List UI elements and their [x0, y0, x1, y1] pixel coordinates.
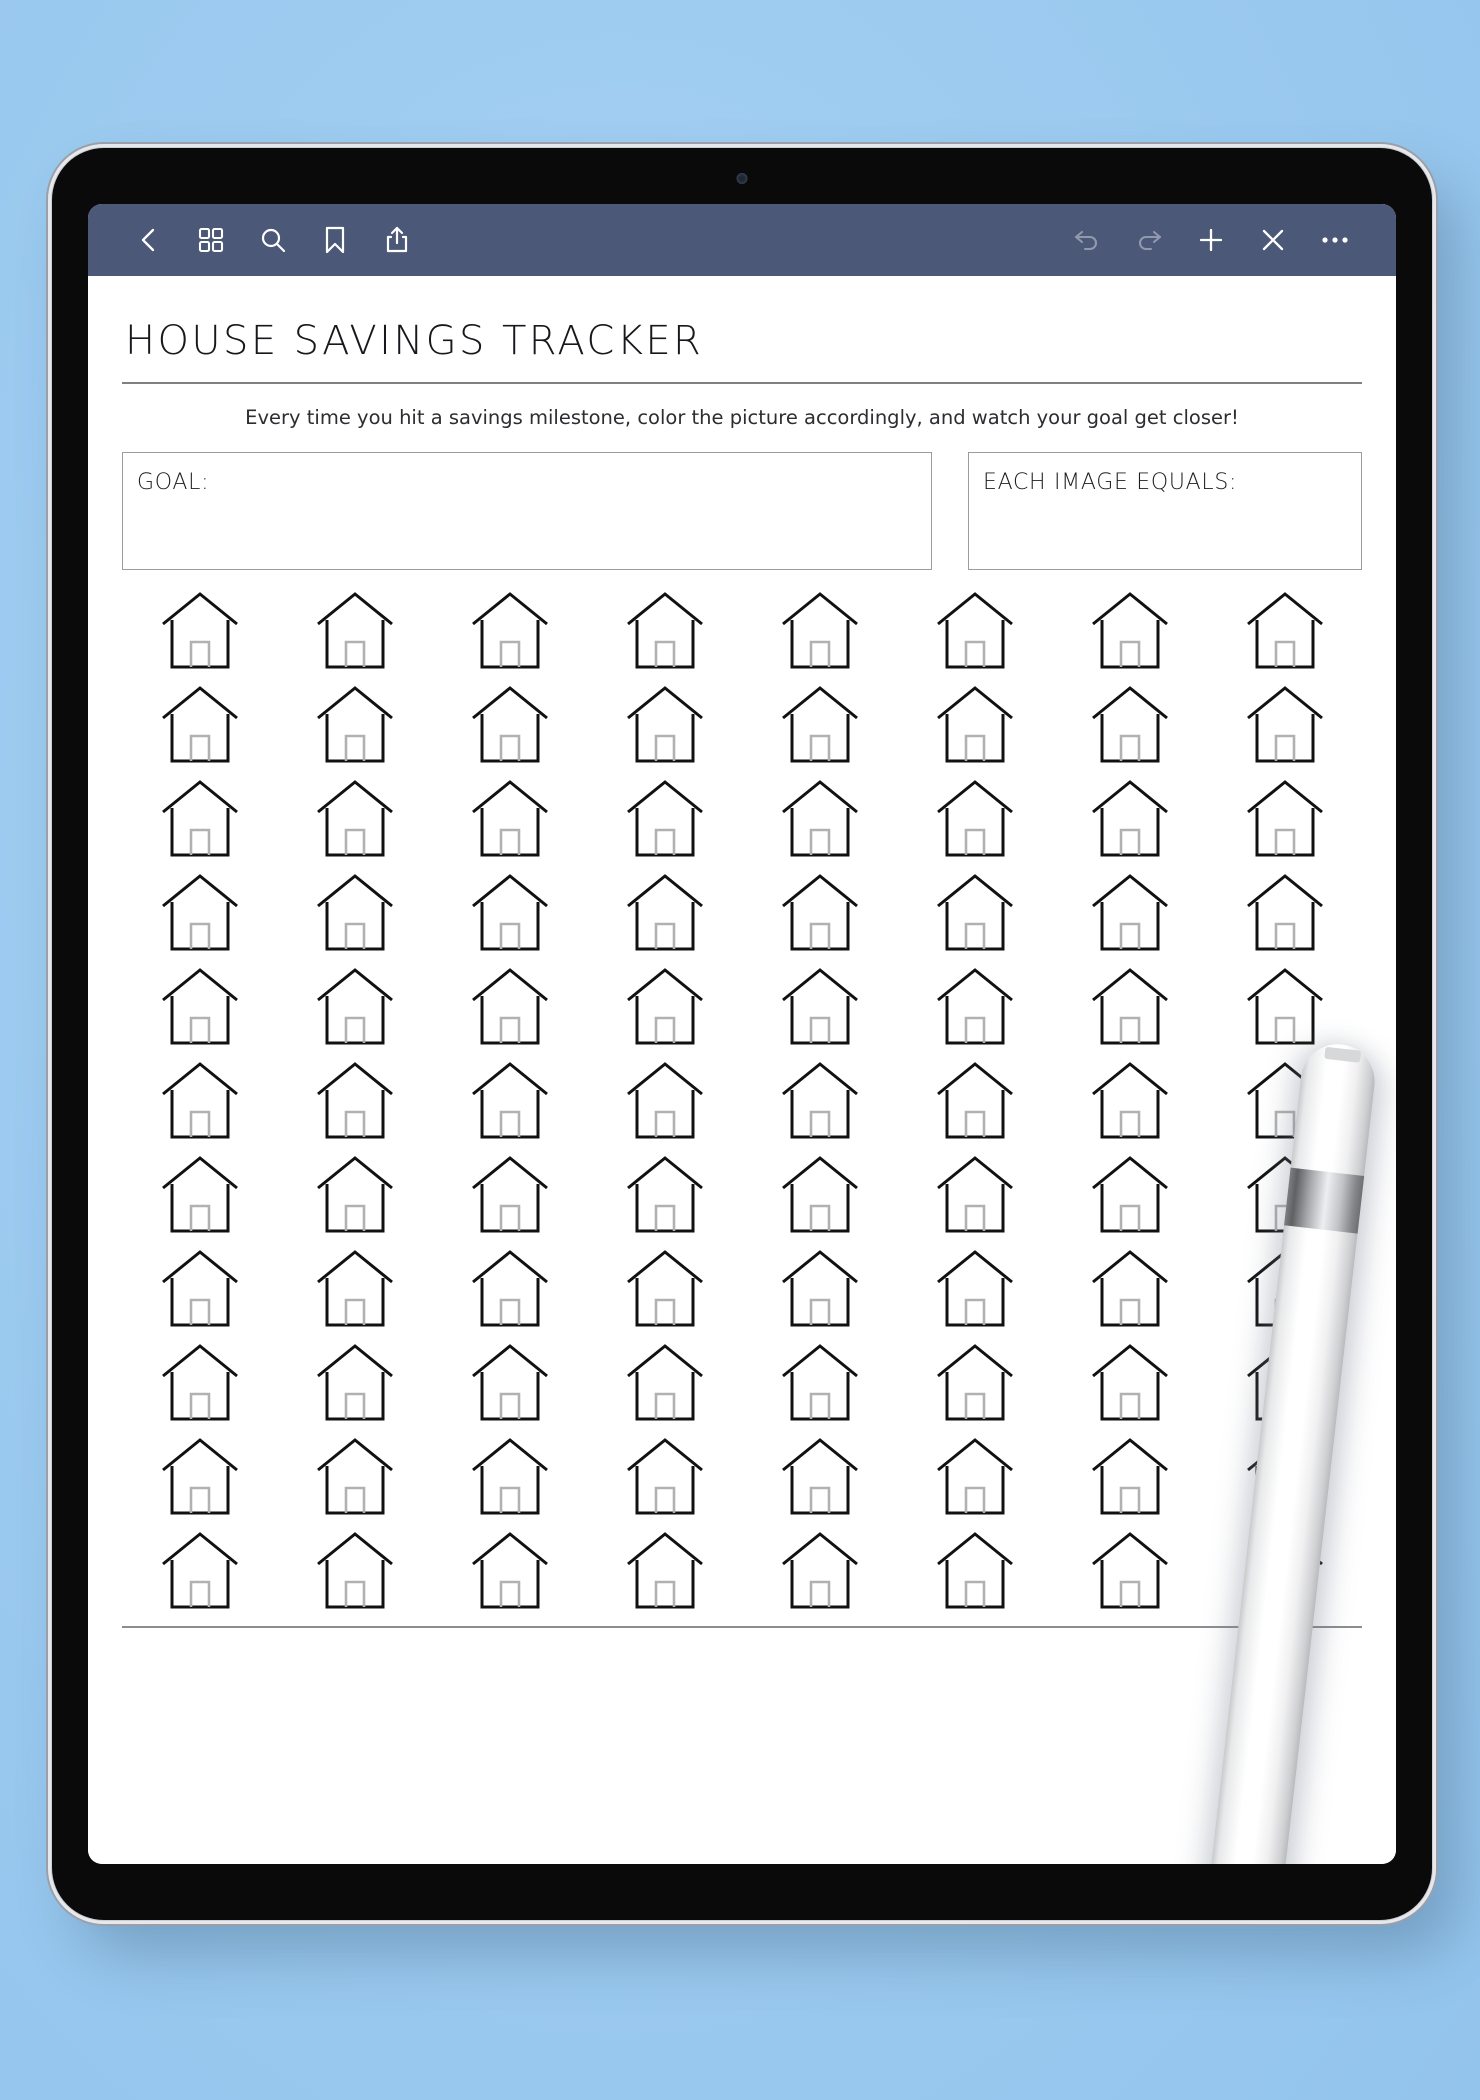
house-tracker-item[interactable] — [122, 1524, 277, 1616]
house-tracker-item[interactable] — [742, 1054, 897, 1146]
house-tracker-item[interactable] — [1207, 678, 1362, 770]
house-tracker-item[interactable] — [1052, 772, 1207, 864]
undo-button[interactable] — [1056, 212, 1118, 268]
house-tracker-item[interactable] — [1052, 1524, 1207, 1616]
house-tracker-item[interactable] — [277, 866, 432, 958]
house-tracker-item[interactable] — [1207, 1430, 1362, 1522]
house-icon — [615, 1054, 715, 1146]
house-tracker-item[interactable] — [587, 772, 742, 864]
house-icon — [925, 1242, 1025, 1334]
house-tracker-item[interactable] — [122, 678, 277, 770]
house-tracker-item[interactable] — [587, 678, 742, 770]
house-icon — [770, 1054, 870, 1146]
house-tracker-item[interactable] — [122, 1054, 277, 1146]
house-tracker-item[interactable] — [897, 1148, 1052, 1240]
house-tracker-item[interactable] — [122, 960, 277, 1052]
house-tracker-item[interactable] — [742, 772, 897, 864]
house-tracker-item[interactable] — [742, 1242, 897, 1334]
house-tracker-item[interactable] — [897, 1242, 1052, 1334]
house-icon — [460, 1242, 560, 1334]
house-tracker-item[interactable] — [742, 1336, 897, 1428]
house-tracker-item[interactable] — [122, 1148, 277, 1240]
house-icon — [305, 1524, 405, 1616]
house-tracker-item[interactable] — [122, 866, 277, 958]
house-icon — [1235, 772, 1335, 864]
house-icon — [1080, 584, 1180, 676]
house-icon — [150, 1242, 250, 1334]
house-icon — [150, 960, 250, 1052]
house-tracker-item[interactable] — [587, 1430, 742, 1522]
app-toolbar — [88, 204, 1396, 276]
house-tracker-item[interactable] — [1207, 1242, 1362, 1334]
house-icon — [460, 1336, 560, 1428]
house-tracker-item[interactable] — [277, 960, 432, 1052]
house-icon — [150, 866, 250, 958]
house-tracker-item[interactable] — [277, 678, 432, 770]
house-tracker-item[interactable] — [432, 772, 587, 864]
house-icon — [1080, 1242, 1180, 1334]
house-icon — [305, 1336, 405, 1428]
house-icon — [615, 1242, 715, 1334]
house-tracker-item[interactable] — [432, 584, 587, 676]
house-tracker-item[interactable] — [122, 1430, 277, 1522]
house-tracker-item[interactable] — [1207, 866, 1362, 958]
house-tracker-item[interactable] — [587, 1148, 742, 1240]
house-tracker-item[interactable] — [587, 1524, 742, 1616]
house-icon — [1235, 678, 1335, 770]
bookmark-button[interactable] — [304, 212, 366, 268]
house-tracker-item[interactable] — [1207, 1054, 1362, 1146]
house-icon — [1235, 1524, 1335, 1616]
house-tracker-item[interactable] — [742, 678, 897, 770]
house-tracker-grid — [122, 584, 1362, 1616]
house-icon — [305, 772, 405, 864]
house-tracker-item[interactable] — [742, 866, 897, 958]
search-icon — [259, 226, 287, 254]
add-button[interactable] — [1180, 212, 1242, 268]
redo-button[interactable] — [1118, 212, 1180, 268]
house-icon — [925, 1524, 1025, 1616]
house-icon — [150, 584, 250, 676]
house-icon — [460, 1148, 560, 1240]
house-icon — [1235, 1054, 1335, 1146]
house-tracker-item[interactable] — [432, 1336, 587, 1428]
house-tracker-item[interactable] — [897, 678, 1052, 770]
house-tracker-item[interactable] — [897, 1430, 1052, 1522]
each-image-equals-label: EACH IMAGE EQUALS: — [983, 470, 1238, 495]
house-icon — [150, 1336, 250, 1428]
house-icon — [1080, 1430, 1180, 1522]
house-tracker-item[interactable] — [897, 584, 1052, 676]
house-icon — [925, 866, 1025, 958]
house-tracker-item[interactable] — [432, 1430, 587, 1522]
more-button[interactable] — [1304, 212, 1366, 268]
house-icon — [770, 1148, 870, 1240]
goal-field[interactable] — [122, 452, 932, 570]
house-icon — [305, 678, 405, 770]
house-icon — [615, 1148, 715, 1240]
house-tracker-item[interactable] — [897, 1524, 1052, 1616]
house-icon — [1080, 1148, 1180, 1240]
house-tracker-item[interactable] — [432, 1524, 587, 1616]
house-icon — [305, 584, 405, 676]
close-button[interactable] — [1242, 212, 1304, 268]
house-tracker-item[interactable] — [277, 1242, 432, 1334]
page-title: HOUSE SAVINGS TRACKER — [125, 318, 704, 364]
house-icon — [925, 1054, 1025, 1146]
house-icon — [925, 584, 1025, 676]
house-icon — [150, 1148, 250, 1240]
house-icon — [1080, 960, 1180, 1052]
goal-label: GOAL: — [137, 470, 210, 495]
house-tracker-item[interactable] — [742, 1430, 897, 1522]
house-icon — [770, 1336, 870, 1428]
camera-dot-icon — [737, 173, 748, 184]
house-icon — [1235, 866, 1335, 958]
house-icon — [305, 1148, 405, 1240]
house-tracker-item[interactable] — [277, 1524, 432, 1616]
house-icon — [770, 678, 870, 770]
house-icon — [1235, 1242, 1335, 1334]
house-icon — [925, 1336, 1025, 1428]
house-tracker-item[interactable] — [587, 1054, 742, 1146]
house-icon — [770, 1430, 870, 1522]
house-icon — [615, 866, 715, 958]
each-image-equals-field[interactable] — [968, 452, 1362, 570]
house-tracker-item[interactable] — [587, 1242, 742, 1334]
house-tracker-item[interactable] — [1207, 1524, 1362, 1616]
house-tracker-item[interactable] — [1207, 1336, 1362, 1428]
share-button[interactable] — [366, 212, 428, 268]
house-icon — [305, 1054, 405, 1146]
house-icon — [770, 1242, 870, 1334]
house-icon — [1080, 1524, 1180, 1616]
chevron-left-icon — [136, 225, 162, 255]
house-icon — [460, 1430, 560, 1522]
house-tracker-item[interactable] — [277, 1054, 432, 1146]
house-icon — [305, 1242, 405, 1334]
house-tracker-item[interactable] — [897, 1054, 1052, 1146]
house-icon — [615, 1336, 715, 1428]
house-tracker-item[interactable] — [742, 960, 897, 1052]
house-tracker-item[interactable] — [432, 866, 587, 958]
house-tracker-item[interactable] — [1052, 1148, 1207, 1240]
house-icon — [150, 1524, 250, 1616]
house-icon — [460, 1524, 560, 1616]
house-icon — [770, 1524, 870, 1616]
house-icon — [1080, 772, 1180, 864]
house-icon — [1080, 1336, 1180, 1428]
house-icon — [1080, 1054, 1180, 1146]
house-icon — [925, 1430, 1025, 1522]
tablet-screen — [88, 204, 1396, 1864]
bookmark-icon — [323, 225, 347, 255]
house-icon — [770, 960, 870, 1052]
grid-icon — [198, 227, 224, 253]
house-icon — [305, 866, 405, 958]
house-icon — [925, 678, 1025, 770]
house-icon — [615, 1524, 715, 1616]
house-tracker-item[interactable] — [122, 1336, 277, 1428]
house-icon — [615, 584, 715, 676]
page-subtitle: Every time you hit a savings milestone, color the picture accordingly, and watch your goal get closer! — [245, 406, 1239, 429]
house-tracker-item[interactable] — [897, 960, 1052, 1052]
house-icon — [925, 960, 1025, 1052]
house-tracker-item[interactable] — [432, 1242, 587, 1334]
house-tracker-item[interactable] — [277, 1336, 432, 1428]
house-tracker-item[interactable] — [432, 678, 587, 770]
house-icon — [305, 1430, 405, 1522]
house-icon — [615, 1430, 715, 1522]
house-tracker-item[interactable] — [897, 1336, 1052, 1428]
plus-icon — [1197, 226, 1225, 254]
house-tracker-item[interactable] — [1207, 584, 1362, 676]
house-tracker-item[interactable] — [897, 866, 1052, 958]
house-tracker-item[interactable] — [1052, 584, 1207, 676]
house-tracker-item[interactable] — [1052, 678, 1207, 770]
house-tracker-item[interactable] — [277, 584, 432, 676]
house-icon — [150, 1054, 250, 1146]
house-icon — [1235, 960, 1335, 1052]
tablet-device — [52, 148, 1432, 1920]
house-tracker-item[interactable] — [742, 1524, 897, 1616]
house-tracker-item[interactable] — [587, 584, 742, 676]
house-icon — [460, 1054, 560, 1146]
input-boxes — [122, 452, 1362, 570]
document-page — [88, 276, 1396, 1864]
house-icon — [1235, 1430, 1335, 1522]
house-icon — [1235, 1148, 1335, 1240]
house-tracker-item[interactable] — [1052, 1242, 1207, 1334]
house-icon — [925, 1148, 1025, 1240]
house-tracker-item[interactable] — [742, 584, 897, 676]
house-icon — [460, 772, 560, 864]
house-tracker-item[interactable] — [587, 960, 742, 1052]
house-tracker-item[interactable] — [432, 1148, 587, 1240]
house-icon — [770, 584, 870, 676]
house-tracker-item[interactable] — [1207, 772, 1362, 864]
house-tracker-item[interactable] — [1052, 960, 1207, 1052]
house-tracker-item[interactable] — [587, 866, 742, 958]
ellipsis-icon — [1320, 234, 1350, 246]
house-icon — [770, 866, 870, 958]
house-icon — [615, 960, 715, 1052]
house-tracker-item[interactable] — [122, 584, 277, 676]
house-icon — [460, 866, 560, 958]
house-tracker-item[interactable] — [122, 772, 277, 864]
house-tracker-item[interactable] — [277, 1148, 432, 1240]
redo-icon — [1134, 227, 1164, 253]
house-tracker-item[interactable] — [1207, 960, 1362, 1052]
search-button[interactable] — [242, 212, 304, 268]
house-icon — [150, 1430, 250, 1522]
house-icon — [305, 960, 405, 1052]
house-tracker-item[interactable] — [122, 1242, 277, 1334]
house-tracker-item[interactable] — [277, 1430, 432, 1522]
house-icon — [615, 678, 715, 770]
toolbar-right-group — [1056, 212, 1366, 268]
house-tracker-item[interactable] — [1052, 1054, 1207, 1146]
house-tracker-item[interactable] — [277, 772, 432, 864]
house-icon — [1235, 1336, 1335, 1428]
house-tracker-item[interactable] — [742, 1148, 897, 1240]
house-icon — [150, 772, 250, 864]
house-icon — [1080, 866, 1180, 958]
share-icon — [384, 225, 410, 255]
footer-divider — [122, 1626, 1362, 1628]
house-tracker-item[interactable] — [897, 772, 1052, 864]
house-icon — [460, 960, 560, 1052]
house-icon — [460, 584, 560, 676]
house-tracker-item[interactable] — [587, 1336, 742, 1428]
house-icon — [770, 772, 870, 864]
undo-icon — [1072, 227, 1102, 253]
house-tracker-item[interactable] — [1052, 866, 1207, 958]
house-tracker-item[interactable] — [1207, 1148, 1362, 1240]
house-tracker-item[interactable] — [432, 960, 587, 1052]
back-button[interactable] — [118, 212, 180, 268]
house-icon — [460, 678, 560, 770]
title-divider — [122, 382, 1362, 384]
house-icon — [1235, 584, 1335, 676]
house-icon — [150, 678, 250, 770]
house-tracker-item[interactable] — [1052, 1336, 1207, 1428]
house-icon — [1080, 678, 1180, 770]
house-tracker-item[interactable] — [1052, 1430, 1207, 1522]
toolbar-left-group — [118, 212, 428, 268]
house-icon — [615, 772, 715, 864]
house-tracker-item[interactable] — [432, 1054, 587, 1146]
close-icon — [1259, 226, 1287, 254]
house-icon — [925, 772, 1025, 864]
thumbnails-button[interactable] — [180, 212, 242, 268]
